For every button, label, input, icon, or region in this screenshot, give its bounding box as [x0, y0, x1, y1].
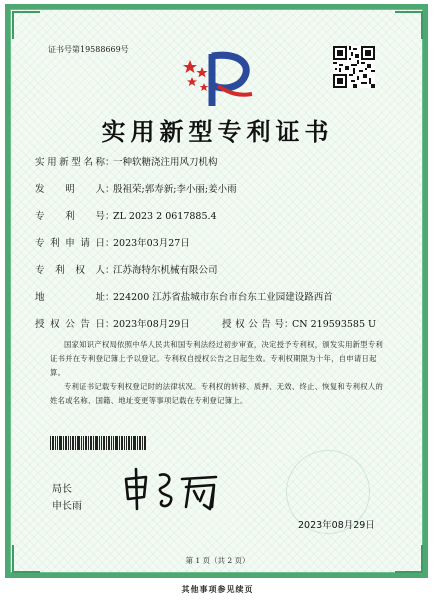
filing-date-label: 专利申请日 — [35, 238, 105, 249]
grant-number-label: 授权公告号 — [222, 319, 284, 330]
corner-ornament-top-left — [12, 11, 40, 39]
page-indicator: 第 1 页（共 2 页） — [185, 556, 250, 565]
field-patent-number: 专利号：ZL 2023 2 0617885.4 — [35, 208, 217, 222]
field-grant-number: 授权公告号：CN 219593585 U — [222, 316, 376, 330]
barcode-icon — [50, 436, 146, 450]
filing-date-value: 2023年03月27日 — [113, 238, 190, 249]
grant-number-value: CN 219593585 U — [292, 319, 377, 330]
grant-date-label: 授权公告日 — [35, 319, 105, 330]
address-label: 地址 — [35, 292, 105, 303]
utility-model-name-label: 实用新型名称 — [35, 157, 105, 168]
signature-date: 2023年08月29日 — [298, 520, 375, 531]
body-paragraph-2: 专利证书记载专利权登记时的法律状况。专利权的转移、质押、无效、终止、恢复和专利权人的姓名或名称、国籍、地址变更等事项记载在专利登记簿上。 — [50, 382, 384, 405]
patentee-value: 江苏海特尔机械有限公司 — [113, 265, 218, 276]
field-filing-date: 专利申请日：2023年03月27日 — [35, 235, 190, 249]
field-inventors: 发明人：殷祖荣;郭寿新;李小丽;姜小雨 — [35, 181, 237, 195]
patent-number-label: 专利号 — [35, 211, 105, 222]
director-name: 申长雨 — [52, 501, 82, 512]
cnipa-logo-icon — [178, 50, 254, 108]
inventor-label: 发明人 — [35, 184, 105, 195]
patent-number-value: ZL 2023 2 0617885.4 — [113, 211, 217, 222]
field-utility-model-name: 实用新型名称：一种软糖浇注用风刀机构 — [35, 154, 218, 168]
inventors-value: 殷祖荣;郭寿新;李小丽;姜小雨 — [113, 184, 237, 195]
utility-model-name-value: 一种软糖浇注用风刀机构 — [113, 157, 218, 168]
certificate-title: 实用新型专利证书 — [101, 117, 334, 146]
field-grant-date: 授权公告日：2023年08月29日 — [35, 316, 190, 330]
patentee-label: 专利权人 — [35, 265, 105, 276]
handwritten-signature-icon — [120, 465, 230, 513]
certificate-number: 证书号第19588669号 — [48, 45, 129, 54]
field-address: 地址：224200 江苏省盐城市东台市台东工业园建设路西首 — [35, 289, 333, 303]
corner-ornament-top-right — [395, 11, 423, 39]
address-value: 224200 江苏省盐城市东台市台东工业园建设路西首 — [113, 292, 333, 303]
director-title: 局长 — [52, 484, 72, 495]
grant-date-value: 2023年08月29日 — [113, 319, 190, 330]
qr-code-icon — [333, 46, 375, 88]
body-paragraph-1: 国家知识产权局依照中华人民共和国专利法经过初步审查，决定授予专利权，颁发实用新型专利证书并在专利登记簿上予以登记。专利权自授权公告之日起生效。专利权期限为十年，自申请日起算。 — [50, 340, 384, 377]
footer-note: 其他事项参见续页 — [181, 584, 254, 594]
field-patentee: 专利权人：江苏海特尔机械有限公司 — [35, 262, 218, 276]
